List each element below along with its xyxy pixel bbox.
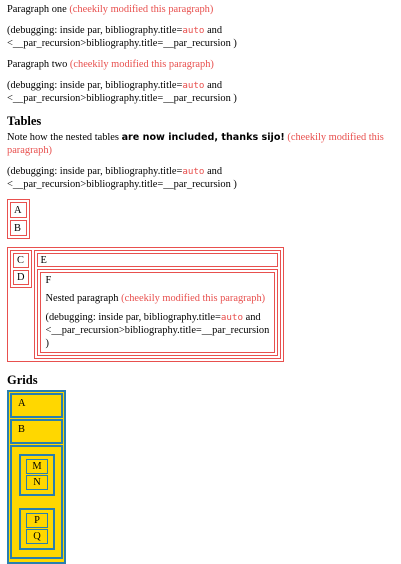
inner-table-cd (10, 250, 32, 288)
simple-table (7, 199, 30, 239)
paragraph-text: Paragraph one (7, 4, 67, 15)
grid-sub-mn (19, 454, 55, 496)
modified-note: (cheekily modified this paragraph) (69, 59, 214, 70)
paragraph-text: Paragraph two (7, 59, 68, 70)
document (7, 3, 397, 564)
nested-cell-f-wrapper (37, 269, 279, 356)
grid-cell-m: M (26, 459, 48, 474)
grid-cell-q: Q (26, 529, 48, 544)
note-start: Note how the nested tables (7, 132, 122, 143)
paragraph-two (7, 58, 397, 71)
debug-auto: auto (182, 80, 205, 91)
tables-heading: Tables (7, 114, 42, 128)
debug-line2: <__par_recursion>bibliography.title=__par_recursion ) (7, 38, 237, 49)
debug-line2: <__par_recursion>bibliography.title=__par_recursion ) (45, 325, 270, 349)
grids-heading: Grids (7, 373, 38, 387)
debug-line2: <__par_recursion>bibliography.title=__par_recursion ) (7, 93, 237, 104)
debug-and: and (204, 166, 223, 177)
debug-auto: auto (182, 166, 205, 177)
debug-auto: auto (182, 25, 205, 36)
note-bold: are now included, thanks sijo! (121, 132, 285, 143)
debug-note (7, 165, 397, 191)
nested-table-right-column (34, 250, 282, 359)
debug-prefix: (debugging: inside par, bibliography.title= (7, 166, 183, 177)
debug-note (7, 79, 397, 105)
debug-and: and (204, 25, 223, 36)
table-cell-a: A (10, 202, 27, 218)
debug-auto: auto (220, 312, 243, 323)
debug-note (46, 311, 270, 350)
grid-cell-n: N (26, 475, 48, 490)
nested-paragraph (46, 292, 270, 305)
table-cell-c: C (13, 253, 29, 268)
nested-paragraph-text: Nested paragraph (45, 293, 119, 304)
debug-line2: <__par_recursion>bibliography.title=__par_recursion ) (7, 179, 237, 190)
table-cell-f (40, 272, 276, 353)
grid-outer (7, 390, 66, 564)
table-cell-e (37, 253, 279, 267)
paragraph-one (7, 3, 397, 16)
modified-note: (cheekily modified this paragraph) (69, 4, 214, 15)
tables-note (7, 131, 397, 157)
debug-and: and (242, 312, 261, 323)
modified-note: (cheekily modified this paragraph) (7, 132, 384, 156)
grid-cell-p: P (26, 513, 48, 528)
nested-table (7, 247, 284, 362)
grid-nested (10, 445, 63, 559)
modified-note: (cheekily modified this paragraph) (121, 293, 266, 304)
nested-table-left-column (10, 250, 32, 359)
debug-note (7, 24, 397, 50)
grid-sub-pq (19, 508, 55, 550)
debug-prefix: (debugging: inside par, bibliography.title= (45, 312, 221, 323)
table-cell-d: D (13, 270, 29, 285)
cell-e-label: E (40, 255, 47, 266)
table-cell-b: B (10, 220, 27, 236)
grid-cell-a: A (10, 393, 63, 418)
grid-cell-b: B (10, 419, 63, 444)
debug-prefix: (debugging: inside par, bibliography.title= (7, 25, 183, 36)
debug-and: and (204, 80, 223, 91)
debug-prefix: (debugging: inside par, bibliography.title= (7, 80, 183, 91)
cell-f-label: F (45, 275, 52, 286)
